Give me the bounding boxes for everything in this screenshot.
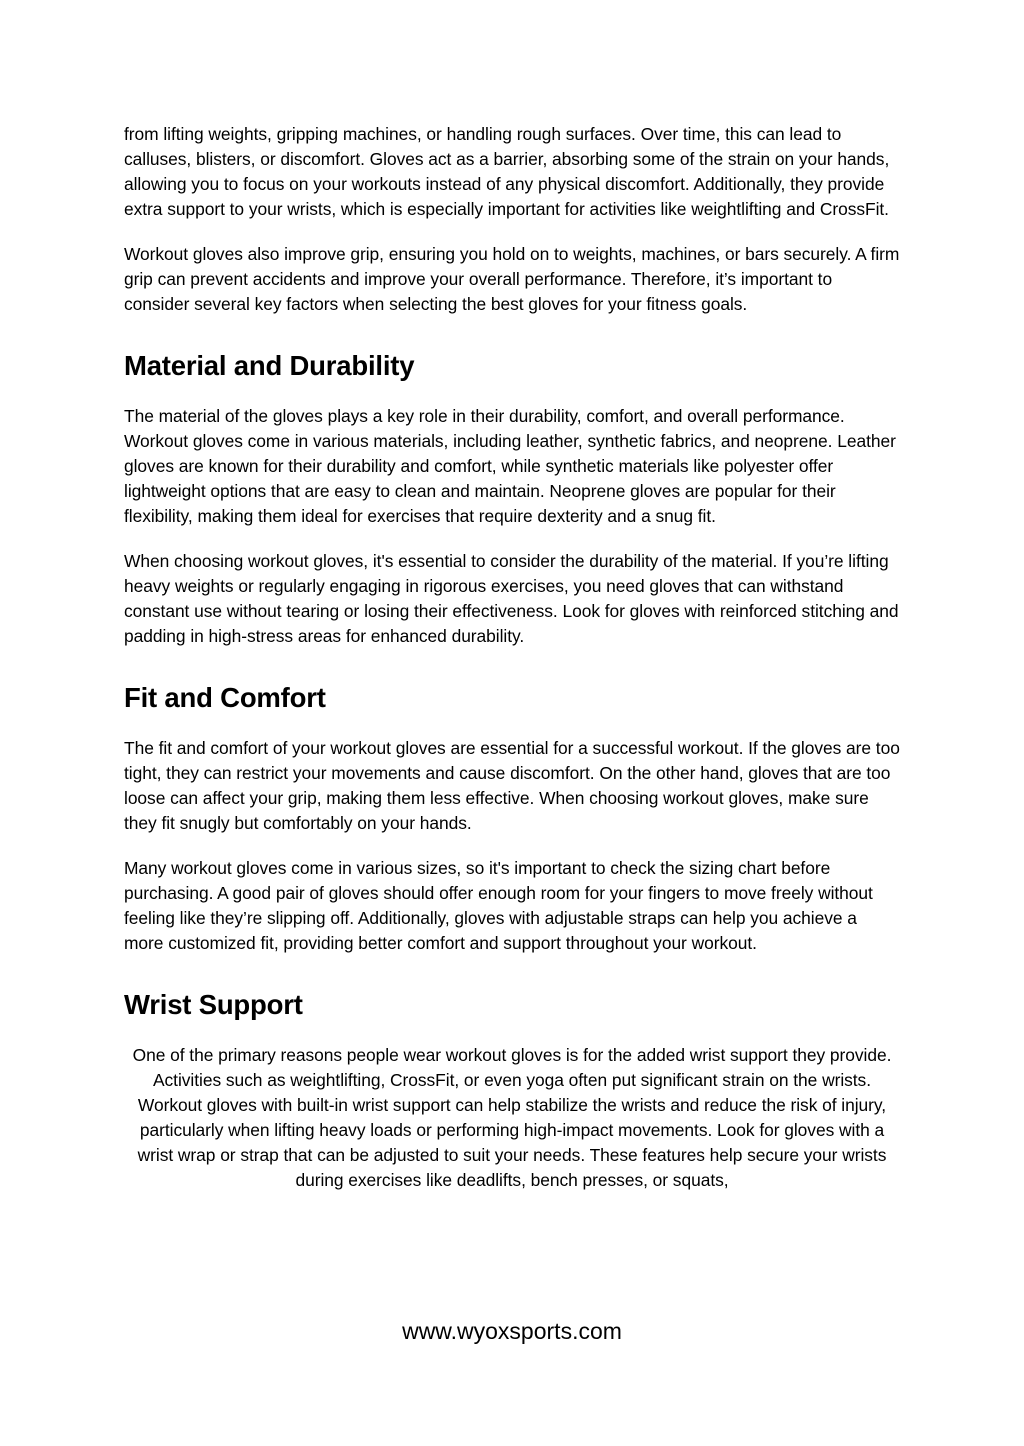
heading-wrist-support: Wrist Support [124,989,303,1020]
heading-material-durability: Material and Durability [124,350,415,381]
fit-paragraph-1: The fit and comfort of your workout gloves are essential for a successful workout. If the gloves are too tight, they can restrict your movements and cause discomfort. On the other hand, gloves that are too loose can affect your grip, making them less effective. When choosing workout gloves, make sure they fit snugly but comfortably on your hands. [124,738,900,833]
footer-website-url: www.wyoxsports.com [402,1318,622,1344]
intro-paragraph-2: Workout gloves also improve grip, ensuring you hold on to weights, machines, or bars securely. A firm grip can prevent accidents and improve your overall performance. Therefore, it’s important to consider several key factors when selecting the best gloves for your fitness goals. [124,244,900,314]
material-paragraph-1: The material of the gloves plays a key role in their durability, comfort, and overall performance. Workout gloves come in various materials, including leather, synthetic fabrics, and neoprene. Leather gloves are known for their durability and comfort, while synthetic materials like polyester offer lightweight options that are easy to clean and maintain. Neoprene gloves are popular for their flexibility, making them ideal for exercises that require dexterity and a snug fit. [124,406,896,526]
intro-paragraph-1: from lifting weights, gripping machines, or handling rough surfaces. Over time, this can lead to calluses, blisters, or discomfort. Gloves act as a barrier, absorbing some of the strain on your hands, allowing you to focus on your workouts instead of any physical discomfort. Additionally, they provide extra support to your wrists, which is especially important for activities like weightlifting and CrossFit. [124,124,890,219]
fit-paragraph-2: Many workout gloves come in various sizes, so it's important to check the sizing chart before purchasing. A good pair of gloves should offer enough room for your fingers to move freely without feeling like they’re slipping off. Additionally, gloves with adjustable straps can help you achieve a more customized fit, providing better comfort and support throughout your workout. [124,858,873,953]
material-paragraph-2: When choosing workout gloves, it's essential to consider the durability of the material. If you’re lifting heavy weights or regularly engaging in rigorous exercises, you need gloves that can withstand constant use without tearing or losing their effectiveness. Look for gloves with reinforced stitching and padding in high-stress areas for enhanced durability. [124,551,899,646]
wrist-paragraph-1: One of the primary reasons people wear workout gloves is for the added wrist support they provide. Activities such as weightlifting, CrossFit, or even yoga often put significant strain on the wrists. Workout gloves with built-in wrist support can help stabilize the wrists and reduce the risk of injury, particularly when lifting heavy loads or performing high-impact movements. Look for gloves with a wrist wrap or strap that can be adjusted to suit your needs. These features help secure your wrists during exercises like deadlifts, bench presses, or squats, [132,1045,892,1190]
article-body [124,122,900,1193]
heading-fit-comfort: Fit and Comfort [124,682,326,713]
